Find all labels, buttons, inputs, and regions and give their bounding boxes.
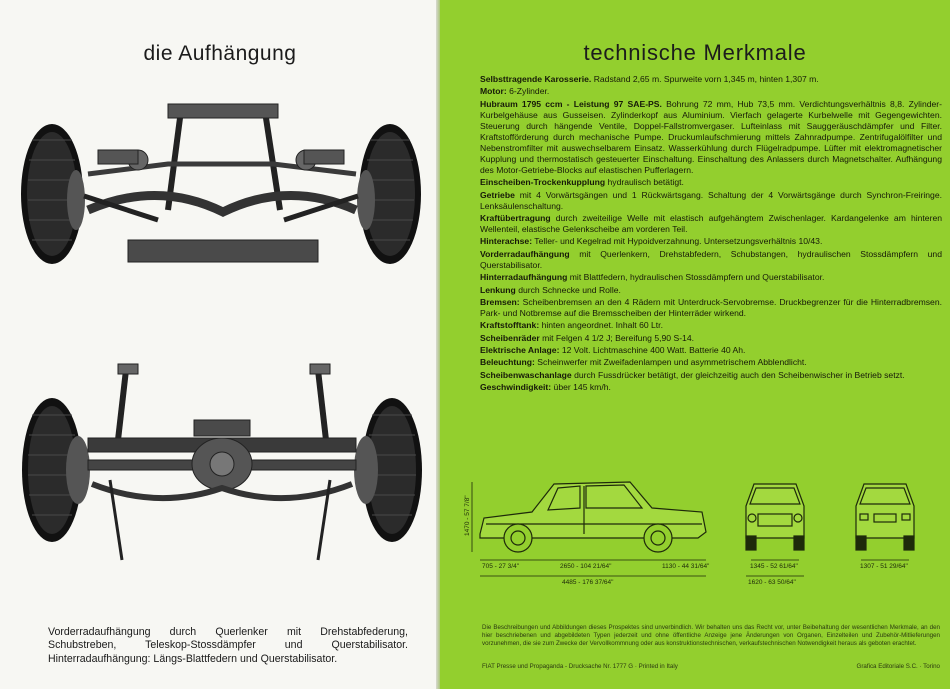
spec-item <box>480 236 942 247</box>
rear-right-tire <box>354 398 422 542</box>
width-dimension: 1620 - 63 50/64" <box>748 579 796 586</box>
height-dimension: 1470 - 57 7/8" <box>464 495 471 536</box>
spec-item <box>480 382 942 393</box>
spec-label: Scheibenräder <box>480 332 540 343</box>
side-view-car <box>480 482 706 552</box>
left-page-title: die Aufhängung <box>143 42 297 65</box>
spec-item <box>480 190 942 212</box>
spec-text: mit Blattfedern, hydraulischen Stossdämpfern und Querstabilisator. <box>569 272 825 283</box>
technical-specs <box>480 74 942 394</box>
spec-item <box>480 177 942 188</box>
spec-text: mit Felgen 4 1/2 J; Bereifung 5,90 S-14. <box>542 332 695 343</box>
spec-label: Kraftstofftank: <box>480 320 540 331</box>
spec-text: über 145 km/h. <box>553 381 611 392</box>
suspension-caption: Vorderradaufhängung durch Querlenker mit Drehstabfederung, Schubstreben, Teleskop-Stossdämpfer und Querstabilisator. Hinterradaufhängung: Längs-Blattfedern und Querstabilisator. <box>48 626 408 665</box>
spec-text: Scheibenbremsen an den 4 Rädern mit Unterdruck-Servobremse. Druckbegrenzer für die Hinterradbremsen. Park- und Notbremse auf die Bremsscheiben der Hinterräder wirkend. <box>480 296 942 318</box>
print-credits <box>482 663 940 670</box>
wheelbase-dimension: 2650 - 104 21/64" <box>560 563 612 570</box>
spec-label: Elektrische Anlage: <box>480 344 560 355</box>
spec-label: Getriebe <box>480 189 515 200</box>
rear-track-dimension: 1307 - 51 29/64" <box>860 563 908 570</box>
spec-text: mit Querlenkern, Drehstabfedern, Schubstangen, hydraulischen Stossdämpfern und Querstabilisator. <box>480 248 942 270</box>
spec-label: Einscheiben-Trockenkupplung <box>480 177 606 188</box>
spec-item <box>480 213 942 235</box>
spec-label: Hubraum 1795 ccm - Leistung 97 SAE-PS. <box>480 98 662 109</box>
spec-text: hinten angeordnet. Inhalt 60 Ltr. <box>541 320 663 331</box>
spec-text: durch Schnecke und Rolle. <box>518 284 621 295</box>
spec-text: 6-Zylinder. <box>509 86 550 97</box>
right-page <box>440 0 950 689</box>
rear-left-tire <box>22 398 90 542</box>
spec-item <box>480 74 942 85</box>
front-overhang-dimension: 705 - 27 3/4" <box>482 563 520 570</box>
front-suspension-photo <box>18 100 426 290</box>
rear-suspension-photo <box>18 360 426 570</box>
spec-item <box>480 249 942 271</box>
length-dimension: 4485 - 176 37/64" <box>562 579 614 586</box>
spec-label: Hinterradaufhängung <box>480 272 568 283</box>
spec-label: Vorderradaufhängung <box>480 248 570 259</box>
front-subframe <box>84 104 358 262</box>
publisher-credit: FIAT Presse und Propaganda - Drucksache Nr. 1777 G · Printed in Italy <box>482 663 678 670</box>
spec-item <box>480 345 942 356</box>
rear-overhang-dimension: 1130 - 44 31/64" <box>662 563 710 570</box>
spec-item <box>480 86 942 97</box>
front-right-tire <box>357 124 421 264</box>
spec-label: Selbsttragende Karosserie. <box>480 74 592 84</box>
spec-text: 12 Volt. Lichtmaschine 400 Watt. Batterie 40 Ah. <box>561 344 746 355</box>
spec-item <box>480 285 942 296</box>
spec-text: durch zweiteilige Welle mit elastisch aufgehängtem Zwischenlager. Kardangelenke am hinteren Wellenteil, elastische Gelenkscheibe am vorderen Teil. <box>480 213 942 235</box>
front-view-car <box>746 484 804 550</box>
spec-label: Beleuchtung: <box>480 357 535 368</box>
spec-text: hydraulisch betätigt. <box>607 177 684 188</box>
spec-text: mit 4 Vorwärtsgängen und 1 Rückwärtsgang. Schaltung der 4 Vorwärtsgänge durch Synchron-Freiringe. Lenksäulenschaltung. <box>480 189 943 211</box>
rear-axle <box>88 364 356 560</box>
spec-text: Radstand 2,65 m. Spurweite vorn 1,345 m, hinten 1,307 m. <box>593 74 819 84</box>
spec-label: Kraftübertragung <box>480 213 551 224</box>
front-left-tire <box>21 124 85 264</box>
spec-label: Bremsen: <box>480 296 520 307</box>
spec-text: Scheinwerfer mit Zweifadenlampen und asymmetrischem Abblendlicht. <box>537 357 807 368</box>
spec-text: durch Fussdrücker betätigt, der gleichzeitig auch den Scheibenwischer in Betrieb setzt. <box>574 369 905 380</box>
spec-item <box>480 297 942 319</box>
printer-credit: Grafica Editoriale S.C. · Torino <box>856 663 940 670</box>
spec-label: Hinterachse: <box>480 236 533 247</box>
spec-item <box>480 320 942 331</box>
spec-item <box>480 357 942 368</box>
left-page <box>0 0 440 689</box>
disclaimer-text: Die Beschreibungen und Abbildungen dieses Prospektes sind unverbindlich. Wir behalten uns das Recht vor, unter Beibehaltung der wesentlichen Merkmale, an den hier beschriebenen und abgebildeten Typen jederzeit und ohne öffentliche Anzeige jene Änderungen von Organen, Einzelteilen und Zubehör-Mitlieferungen vorzunehmen, die sie zum Zwecke der Vervollkommnung oder aus konstruktionstechnischen, verkaufstechnischen Notwendigkeit heraus als geboten erachtet. <box>482 624 940 648</box>
spec-label: Lenkung <box>480 284 516 295</box>
spec-label: Geschwindigkeit: <box>480 381 552 392</box>
spec-label: Motor: <box>480 86 507 97</box>
rear-view-car <box>856 484 914 550</box>
spec-label: Scheibenwaschanlage <box>480 369 572 380</box>
spec-text: Teller- und Kegelrad mit Hypoidverzahnung. Untersetzungsverhältnis 10/43. <box>534 236 823 247</box>
front-track-dimension: 1345 - 52 61/64" <box>750 563 798 570</box>
dimension-drawings <box>462 472 946 592</box>
spec-item <box>480 99 942 176</box>
spec-item <box>480 272 942 283</box>
spec-item <box>480 333 942 344</box>
spec-text: Bohrung 72 mm, Hub 73,5 mm. Verdichtungsverhältnis 8,8. Zylinder-Kurbelgehäuse aus Gusseisen. Zylinderkopf aus Aluminium. Vierfach gelagerte Kurbelwelle mit Gegengewichten. Steuerung durch hängende Ventile, Doppel-Fallstromvergaser. Lufteinlass mit Sauggeräuschdämpfer und Filter. Kraftstofförderung durch mechanische Pumpe. Druckumlaufschmierung mittels Zahnradpumpe. Zentrifugalölfilter und Nebenstromfilter mit auswechselbarem Einsatz. Wasserkühlung durch Flügelradpumpe. Lüfter mit elektromagnetischer Kupplung und thermostatisch gesteuerter Einschaltung. Einschaltung des Anlassers durch Magnetschalter. Aufhängung des Motor-Getriebe-Blocks auf elastischen Pufferlagern. <box>480 98 943 175</box>
spec-item <box>480 370 942 381</box>
right-page-title: technische Merkmale <box>583 40 807 65</box>
